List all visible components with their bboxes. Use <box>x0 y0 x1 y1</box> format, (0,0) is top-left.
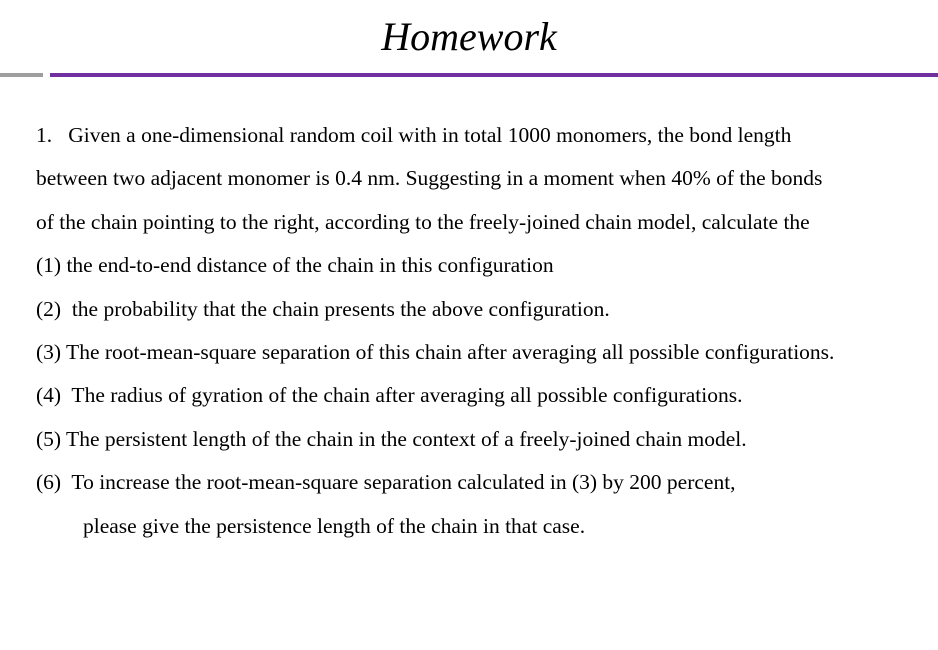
problem-statement-line-1: 1. Given a one-dimensional random coil with in total 1000 monomers, the bond length <box>36 123 792 147</box>
title-underline-gray <box>0 73 43 77</box>
problem-statement-line-2: between two adjacent monomer is 0.4 nm. Suggesting in a moment when 40% of the bonds <box>36 166 823 191</box>
problem-statement-line-3: of the chain pointing to the right, according to the freely-joined chain model, calculate the <box>36 209 810 234</box>
question-6-continuation: please give the persistence length of the chain in that case. <box>83 513 586 538</box>
question-6: (6) To increase the root-mean-square separation calculated in (3) by 200 percent, <box>36 470 736 495</box>
question-2: (2) the probability that the chain presents the above configuration. <box>36 296 610 321</box>
page-title: Homework <box>381 14 557 59</box>
question-3: (3) The root-mean-square separation of this chain after averaging all possible configurations. <box>36 339 835 364</box>
question-5: (5) The persistent length of the chain in the context of a freely-joined chain model. <box>36 426 747 451</box>
question-1: (1) the end-to-end distance of the chain in this configuration <box>36 253 554 278</box>
question-4: (4) The radius of gyration of the chain after averaging all possible configurations. <box>36 383 743 408</box>
title-underline-accent <box>50 73 938 77</box>
problem-text <box>36 114 936 548</box>
